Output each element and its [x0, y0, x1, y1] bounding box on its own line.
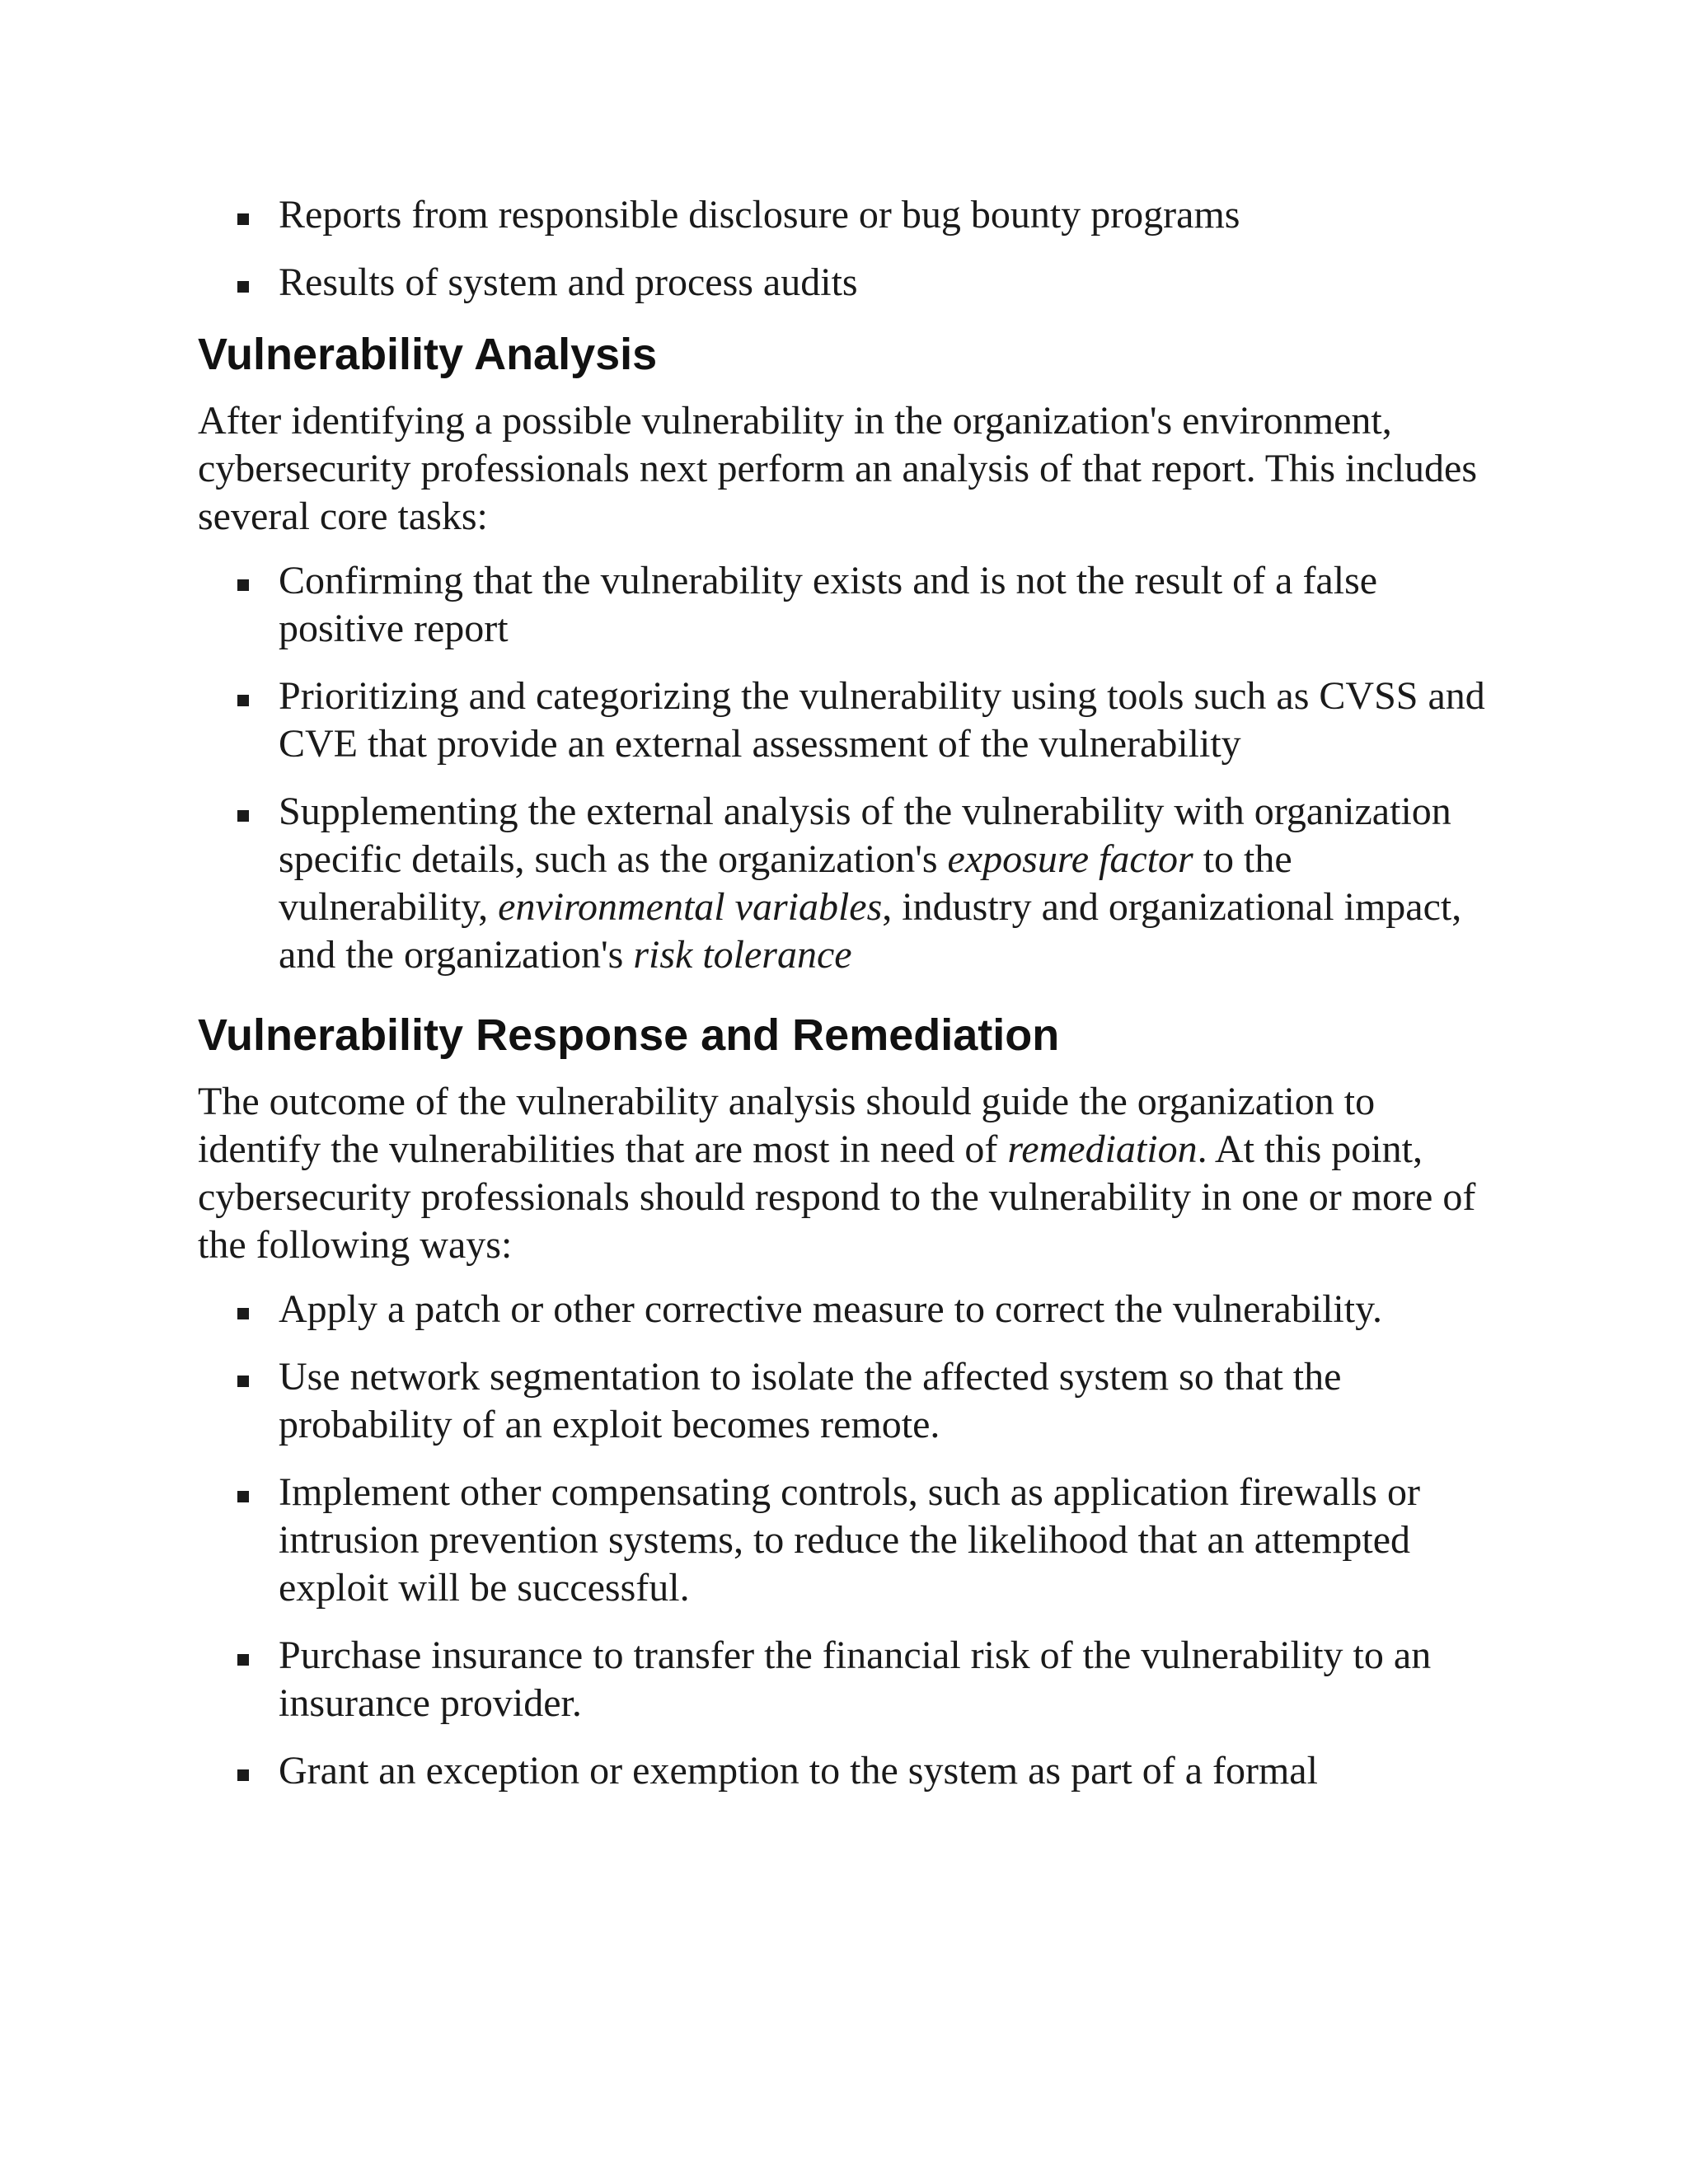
square-bullet-icon [237, 281, 249, 293]
square-bullet-icon [237, 1308, 249, 1319]
square-bullet-icon [237, 213, 249, 225]
list-item-text: Apply a patch or other corrective measure to correct the vulnerability. [279, 1287, 1382, 1331]
list-item [198, 673, 1492, 768]
intro-bullet-list [198, 191, 1492, 307]
list-item-text [279, 790, 1461, 977]
list-item [198, 788, 1492, 979]
list-item-text: Confirming that the vulnerability exists and is not the result of a false positive report [279, 559, 1378, 650]
text-run: . At this point, cybersecurity professionals should respond to the vulnerability in one or more of the following ways: [198, 1127, 1476, 1267]
text-run: , industry and organizational impact, and the organization's [279, 885, 1462, 977]
list-item [198, 191, 1492, 239]
list-item-text: Results of system and process audits [279, 260, 858, 304]
list-item-text: Purchase insurance to transfer the financial risk of the vulnerability to an insurance provider. [279, 1633, 1432, 1725]
emphasized-term: remediation [1007, 1127, 1198, 1171]
emphasized-term: exposure factor [947, 837, 1193, 881]
document-page [198, 191, 1492, 1815]
text-run: Supplementing the external analysis of the vulnerability with organization specific details, such as the organization's [279, 790, 1451, 881]
square-bullet-icon [237, 1376, 249, 1387]
square-bullet-icon [237, 1654, 249, 1666]
emphasized-term: environmental variables [498, 885, 883, 929]
list-item [198, 1469, 1492, 1612]
square-bullet-icon [237, 579, 249, 591]
square-bullet-icon [237, 1769, 249, 1781]
list-item [198, 1286, 1492, 1333]
list-item-text: Reports from responsible disclosure or bug bounty programs [279, 193, 1240, 237]
square-bullet-icon [237, 695, 249, 706]
remediation-bullet-list [198, 1286, 1492, 1795]
text-run: to the vulnerability, [279, 837, 1292, 929]
text-run: The outcome of the vulnerability analysis should guide the organization to identify the vulnerabilities that are most in need of [198, 1080, 1376, 1171]
remediation-paragraph [198, 1078, 1492, 1269]
list-item-text: Grant an exception or exemption to the system as part of a formal [279, 1749, 1318, 1793]
section-heading-remediation: Vulnerability Response and Remediation [198, 1010, 1060, 1060]
square-bullet-icon [237, 810, 249, 822]
list-item-text: Prioritizing and categorizing the vulnerability using tools such as CVSS and CVE that provide an external assessment of the vulnerability [279, 674, 1485, 766]
list-item [198, 1632, 1492, 1727]
analysis-bullet-list [198, 557, 1492, 979]
square-bullet-icon [237, 1491, 249, 1502]
list-item [198, 1353, 1492, 1449]
list-item [198, 259, 1492, 307]
list-item-text: Use network segmentation to isolate the affected system so that the probability of an exploit becomes remote. [279, 1355, 1342, 1446]
list-item-text: Implement other compensating controls, such as application firewalls or intrusion prevention systems, to reduce the likelihood that an attempted exploit will be successful. [279, 1470, 1420, 1610]
analysis-paragraph: After identifying a possible vulnerability in the organization's environment, cybersecurity professionals next perform an analysis of that report. This includes several core tasks: [198, 399, 1478, 538]
list-item [198, 557, 1492, 653]
list-item [198, 1747, 1492, 1795]
emphasized-term: risk tolerance [633, 933, 852, 977]
section-heading-analysis: Vulnerability Analysis [198, 330, 658, 379]
